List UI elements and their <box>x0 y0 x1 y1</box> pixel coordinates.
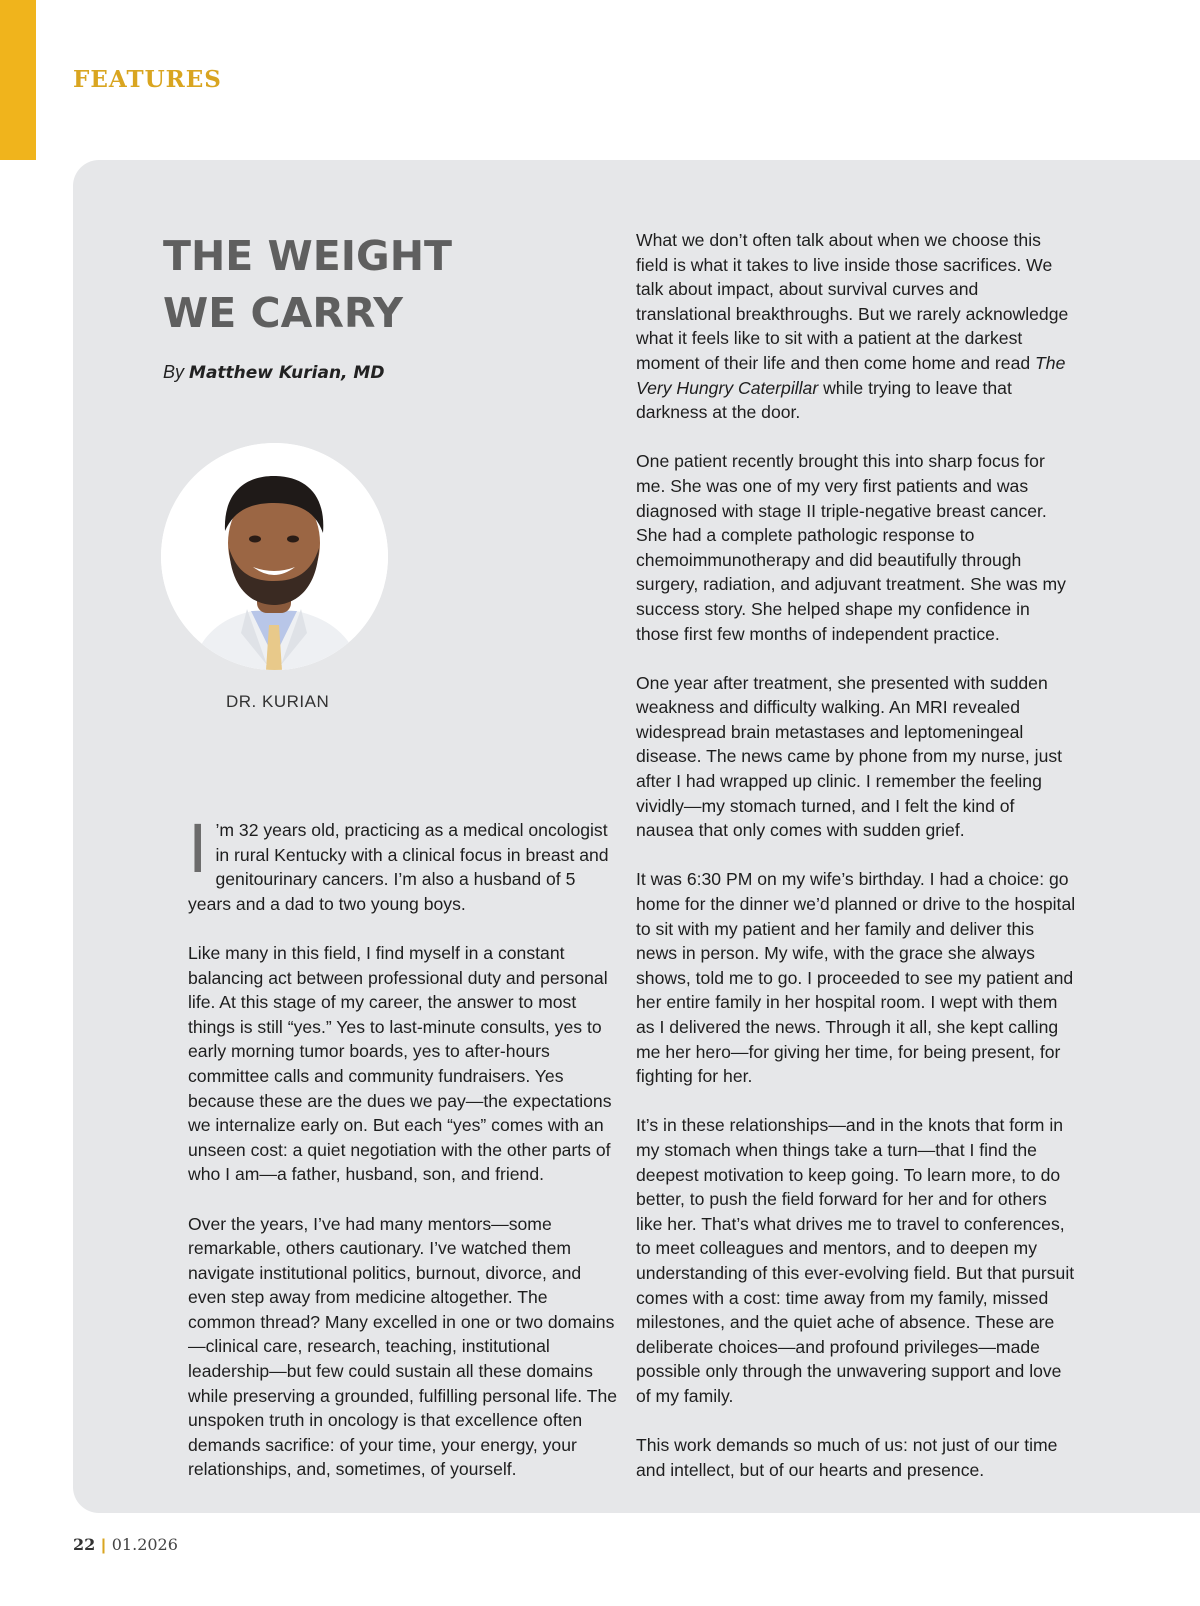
paragraph: It was 6:30 PM on my wife’s birthday. I had a choice: go home for the dinner we’d planned or drive to the hospital to sit with my patient and her family and deliver this news in person. My wife, with the grace she always shows, told me to go. I proceeded to see my patient and her entire family in her hospital room. I wept with them as I delivered the news. Through it all, she kept calling me her hero—for giving her time, for being present, for fighting for her. <box>636 869 1076 1087</box>
title-line-2: WE CARRY <box>163 289 403 337</box>
book-title: The Very Hungry Caterpillar <box>636 352 1066 398</box>
right-column <box>636 228 1076 1507</box>
title-line-1: THE WEIGHT <box>163 232 452 280</box>
paragraph-text: while trying to leave that darkness at the door. <box>636 377 1012 423</box>
article-title <box>163 228 563 342</box>
author-photo <box>161 443 388 670</box>
left-column <box>188 811 618 1507</box>
paragraph: Like many in this field, I find myself in a constant balancing act between professional duty and personal life. At this stage of my career, the answer to most things is still “yes.” Yes to last-minute consults, yes to early morning tumor boards, yes to after-hours committee calls and community fundraisers. Yes because these are the dues we pay—the expectations we internalize early on. But each “yes” comes with an unseen cost: a quiet negotiation with the other parts of who I am—a father, husband, son, and friend. <box>188 942 612 1185</box>
byline-prefix: By <box>163 362 185 382</box>
author-portrait-image <box>161 443 388 670</box>
page-footer <box>73 1535 178 1555</box>
paragraph: Over the years, I’ve had many mentors—some remarkable, others cautionary. I’ve watched them navigate institutional politics, burnout, divorce, and even step away from medicine altogether. The common thread? Many excelled in one or two domains—clinical care, research, teaching, institutional leadership—but few could sustain all these domains while preserving a grounded, fulfilling personal life. The unspoken truth in oncology is that excellence often demands sacrifice: of your time, your energy, your relationships, and, sometimes, of yourself. <box>188 1213 618 1480</box>
paragraph: This work demands so much of us: not just of our time and intellect, but of our hearts and presence. <box>636 1435 1058 1480</box>
footer-separator: | <box>101 1537 106 1554</box>
paragraph <box>636 228 1076 425</box>
author-name: Matthew Kurian, MD <box>189 363 385 383</box>
section-label: FEATURES <box>73 66 222 93</box>
photo-caption: DR. KURIAN <box>226 692 330 711</box>
page-number: 22 <box>73 1535 96 1554</box>
paragraph <box>188 811 618 916</box>
paragraph: One patient recently brought this into sharp focus for me. She was one of my very first patients and was diagnosed with stage II triple-negative breast cancer. She had a complete pathologic response to chemoimmunotherapy and did beautifully through surgery, radiation, and adjuvant treatment. She was my success story. She helped shape my confidence in those first few months of independent practice. <box>636 451 1066 644</box>
paragraph: One year after treatment, she presented with sudden weakness and difficulty walking. An MRI revealed widespread brain metastases and leptomeningeal disease. The news came by phone from my nurse, just after I had wrapped up clinic. I remember the feeling vividly—my stomach turned, and I felt the kind of nausea that only comes with sudden grief. <box>636 672 1063 841</box>
paragraph-text: ’m 32 years old, practicing as a medical oncologist in rural Kentucky with a clinical focus in breast and genitourinary cancers. I’m also a husband of 5 years and a dad to two young boys. <box>188 820 609 914</box>
paragraph-text: What we don’t often talk about when we choose this field is what it takes to live inside those sacrifices. We talk about impact, about survival curves and translational breakthroughs. But we rarely acknowledge what it feels like to sit with a patient at the darkest moment of their life and then come home and read <box>636 230 1069 373</box>
drop-cap: I <box>188 811 208 888</box>
byline <box>163 362 384 383</box>
accent-bar <box>0 0 36 160</box>
paragraph: It’s in these relationships—and in the knots that form in my stomach when things take a turn—that I find the deepest motivation to keep going. To learn more, to do better, to push the field forward for her and for others like her. That’s what drives me to travel to conferences, to meet colleagues and mentors, and to deepen my understanding of this ever-evolving field. But that pursuit comes with a cost: time away from my family, missed milestones, and the quiet ache of absence. These are deliberate choices—and profound privileges—made possible only through the unwavering support and love of my family. <box>636 1115 1075 1406</box>
issue-date: 01.2026 <box>111 1535 178 1554</box>
